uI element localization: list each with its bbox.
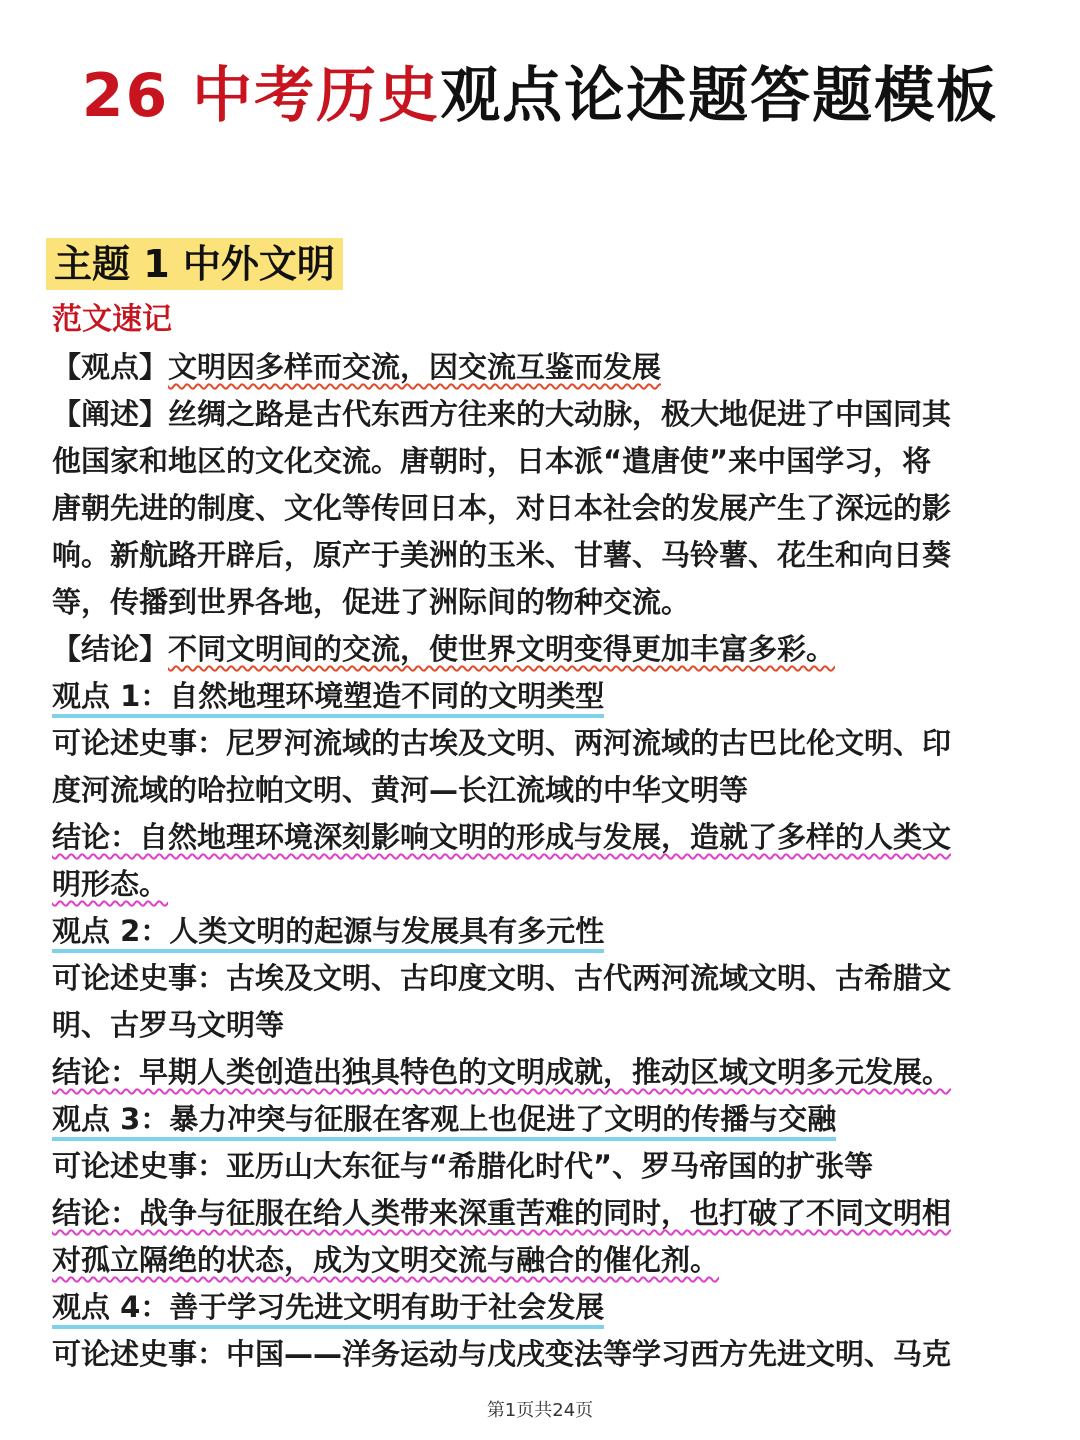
elaboration-line <box>52 391 1032 438</box>
viewpoint-3-title: 观点 3：暴力冲突与征服在客观上也促进了文明的传播与交融 <box>52 1102 836 1141</box>
conclusion-label: 【结论】 <box>52 632 169 666</box>
viewpoint-3-conclusion: 结论：战争与征服在给人类带来深重苦难的同时，也打破了不同文明相 <box>52 1196 952 1230</box>
sample-conclusion-line <box>52 626 1032 673</box>
viewpoint-2-conclusion-line <box>52 1049 1032 1096</box>
conclusion-text: 不同文明间的交流，使世界文明变得更加丰富多彩。 <box>168 632 836 666</box>
elaboration-line: 响。新航路开辟后，原产于美洲的玉米、甘薯、马铃薯、花生和向日葵 <box>52 538 952 572</box>
viewpoint-text: 文明因多样而交流，因交流互鉴而发展 <box>168 350 662 384</box>
sample-viewpoint-line <box>52 344 1032 391</box>
page-indicator: 第1页共24页 <box>486 1400 594 1421</box>
viewpoint-4-title: 观点 4：善于学习先进文明有助于社会发展 <box>52 1290 604 1329</box>
viewpoint-1-title: 观点 1：自然地理环境塑造不同的文明类型 <box>52 679 604 718</box>
viewpoint-4-facts-line: 可论述史事：中国——洋务运动与戊戌变法等学习西方先进文明、马克 <box>52 1337 952 1371</box>
viewpoint-2-facts-line: 明、古罗马文明等 <box>52 1008 285 1042</box>
viewpoint-1-conclusion: 结论：自然地理环境深刻影响文明的形成与发展，造就了多样的人类文 <box>52 820 952 854</box>
viewpoint-3-conclusion-line <box>52 1237 1032 1284</box>
elaboration-line: 唐朝先进的制度、文化等传回日本，对日本社会的发展产生了深远的影 <box>52 491 952 525</box>
elaboration-line: 等，传播到世界各地，促进了洲际间的物种交流。 <box>52 585 691 619</box>
viewpoint-2-conclusion: 结论：早期人类创造出独具特色的文明成就，推动区域文明多元发展。 <box>52 1055 952 1089</box>
viewpoint-label: 【观点】 <box>52 350 169 384</box>
viewpoint-3-facts-line: 可论述史事：亚历山大东征与“希腊化时代”、罗马帝国的扩张等 <box>52 1149 874 1183</box>
viewpoint-1-title-line <box>52 673 1032 720</box>
viewpoint-1-facts-line: 可论述史事：尼罗河流域的古埃及文明、两河流域的古巴比伦文明、印 <box>52 726 952 760</box>
viewpoint-3-title-line <box>52 1096 1032 1143</box>
viewpoint-3-conclusion: 对孤立隔绝的状态，成为文明交流与融合的催化剂。 <box>52 1243 720 1277</box>
topic-heading: 主题 1 中外文明 <box>46 238 343 290</box>
viewpoint-3-conclusion-line <box>52 1190 1032 1237</box>
viewpoint-2-facts-line: 可论述史事：古埃及文明、古印度文明、古代两河流域文明、古希腊文 <box>52 961 952 995</box>
elaboration-text: 丝绸之路是古代东西方往来的大动脉，极大地促进了中国同其 <box>168 397 952 431</box>
page-title <box>0 56 1080 136</box>
viewpoint-2-title-line <box>52 908 1032 955</box>
viewpoint-1-conclusion: 明形态。 <box>52 867 169 901</box>
page-title-black-part: 观点论述题答题模板 <box>440 61 999 131</box>
document-body <box>52 344 1032 1378</box>
viewpoint-1-facts-line: 度河流域的哈拉帕文明、黄河—长江流域的中华文明等 <box>52 773 749 807</box>
elaboration-line: 他国家和地区的文化交流。唐朝时，日本派“遣唐使”来中国学习，将 <box>52 444 932 478</box>
viewpoint-1-conclusion-line <box>52 814 1032 861</box>
viewpoint-4-title-line <box>52 1284 1032 1331</box>
section-subheading: 范文速记 <box>52 302 172 337</box>
viewpoint-1-conclusion-line <box>52 861 1032 908</box>
page-title-red-part: 26 中考历史 <box>81 61 441 131</box>
viewpoint-2-title: 观点 2：人类文明的起源与发展具有多元性 <box>52 914 604 953</box>
elaboration-label: 【阐述】 <box>52 397 169 431</box>
